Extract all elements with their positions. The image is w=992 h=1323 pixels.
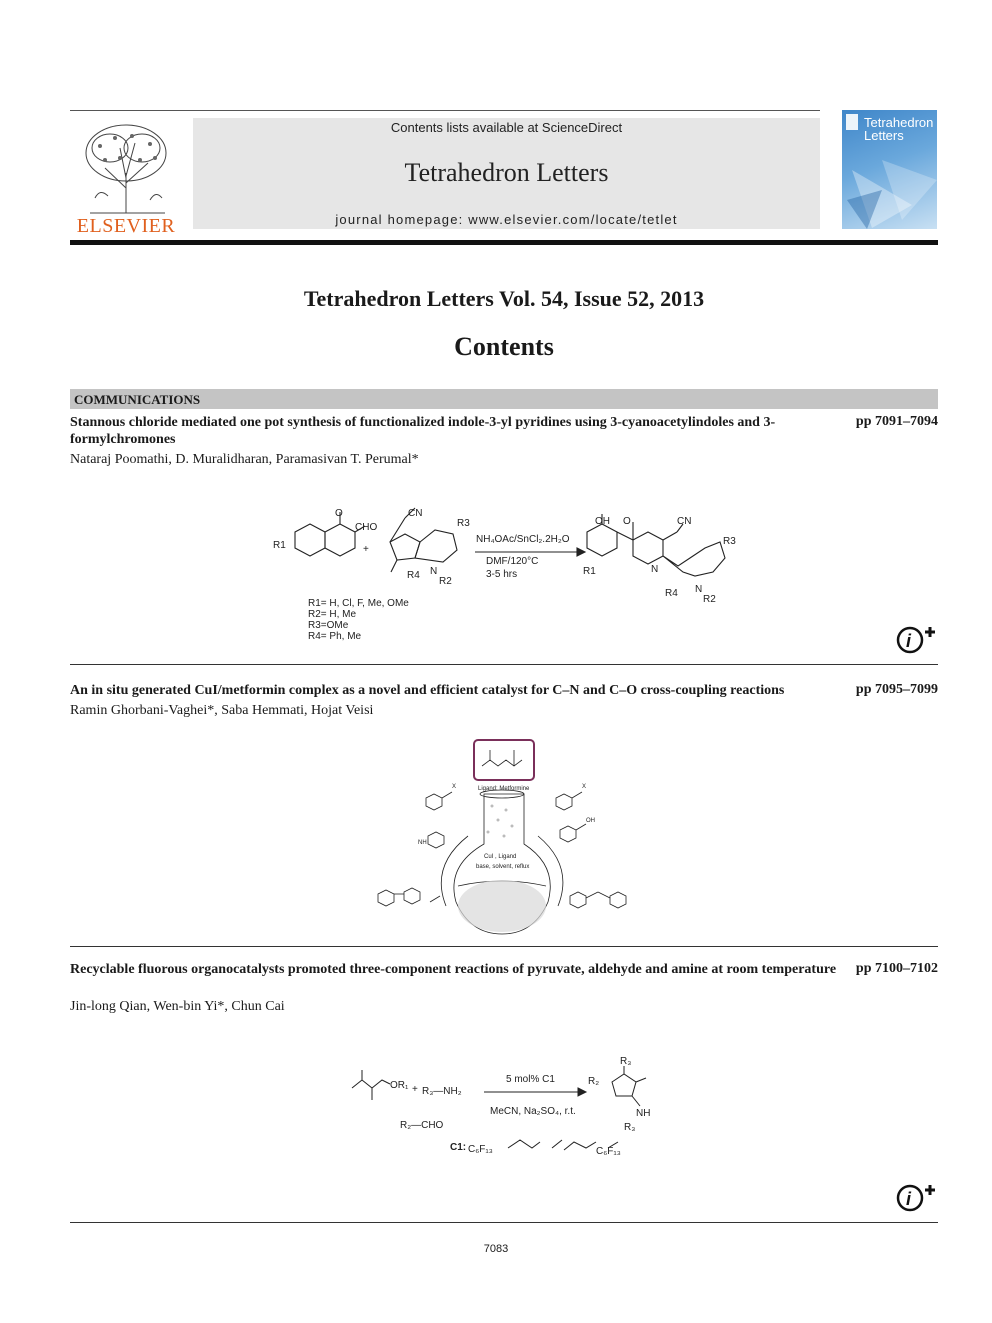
cho-label: CHO xyxy=(355,522,378,533)
substituent-3: R3=OMe xyxy=(308,620,349,631)
article-3-title[interactable]: Recyclable fluorous organocatalysts promoted three-component reactions of pyruvate, aldehyde and amine at room temperature xyxy=(70,962,837,977)
journal-banner xyxy=(193,118,820,229)
n-label-3: N xyxy=(695,584,703,595)
r4-label-2: R4 xyxy=(665,588,678,599)
c1-label: C1: xyxy=(450,1142,467,1153)
journal-cover-image xyxy=(842,110,937,229)
oh-label-2: OH xyxy=(586,818,595,824)
r2-label-2: R2 xyxy=(703,594,716,605)
section-header xyxy=(70,389,938,409)
article-divider-1 xyxy=(70,664,938,665)
contents-heading: Contents xyxy=(454,332,554,361)
product-r3b: R₃ xyxy=(624,1122,636,1133)
article-3-authors: Jin-long Qian, Wen-bin Yi*, Chun Cai xyxy=(70,999,285,1014)
r4-label-1: R4 xyxy=(407,570,420,581)
x-label-1: X xyxy=(452,784,457,790)
cn-label-1: CN xyxy=(408,508,423,519)
elsevier-logo[interactable] xyxy=(70,118,182,238)
cover-graphic xyxy=(842,110,937,229)
section-label: COMMUNICATIONS xyxy=(74,392,201,407)
sciencedirect-link[interactable]: Contents lists available at ScienceDirect xyxy=(390,120,623,135)
r1-label: R1 xyxy=(273,540,286,551)
c1-right-chain: C₆F₁₃ xyxy=(596,1146,621,1157)
header-thick-rule xyxy=(70,240,938,245)
journal-title: Tetrahedron Letters xyxy=(404,158,609,187)
nh-label: NH xyxy=(418,840,427,846)
svg-text:i: i xyxy=(906,631,912,651)
article-2-pages[interactable]: pp 7095–7099 xyxy=(855,682,938,697)
issue-title: Tetrahedron Letters Vol. 54, Issue 52, 2013 xyxy=(303,286,705,311)
elsevier-tree-icon xyxy=(70,118,182,218)
elsevier-wordmark: ELSEVIER xyxy=(76,215,176,237)
cover-title-line2: Letters xyxy=(864,128,904,143)
n-label-1: N xyxy=(430,566,438,577)
article-divider-3 xyxy=(70,1222,938,1223)
journal-homepage-link[interactable]: journal homepage: www.elsevier.com/locate/tetlet xyxy=(335,212,678,227)
reagents-top: NH₄OAc/SnCl₂.2H₂O xyxy=(476,534,570,545)
catalyst-bottom: MeCN, Na₂SO₄, r.t. xyxy=(490,1106,576,1117)
o-label-2: O xyxy=(623,516,631,527)
oh-label: OH xyxy=(595,516,610,527)
article-2-title[interactable]: An in situ generated CuI/metformin complex as a novel and efficient catalyst for C–N and C–O cross-coupling reactions xyxy=(70,683,785,698)
aldehyde-label: R₂—CHO xyxy=(400,1120,444,1131)
x-label-2: X xyxy=(582,784,587,790)
page-number: 7083 xyxy=(483,1243,509,1255)
n-label-2: N xyxy=(651,564,659,575)
header-top-rule xyxy=(70,110,820,111)
article-divider-2 xyxy=(70,946,938,947)
info-icon-2[interactable] xyxy=(896,1184,936,1212)
r3-label-2: R3 xyxy=(723,536,736,547)
product-r2: R₂ xyxy=(588,1076,600,1087)
substituent-1: R1= H, Cl, F, Me, OMe xyxy=(308,598,409,609)
reagents-mid: DMF/120°C xyxy=(486,556,539,567)
ester-label: OR₁ xyxy=(390,1080,409,1091)
r2-label-1: R2 xyxy=(439,576,452,587)
product-nh: NH xyxy=(636,1108,651,1119)
cn-label-2: CN xyxy=(677,516,692,527)
substituent-4: R4= Ph, Me xyxy=(308,631,362,642)
svg-text:i: i xyxy=(906,1189,912,1209)
product-r3: R₃ xyxy=(620,1056,632,1067)
o-label: O xyxy=(335,508,343,519)
article-3-pages[interactable]: pp 7100–7102 xyxy=(855,961,938,976)
amine-label: R₃—NH₂ xyxy=(422,1086,462,1097)
article-3-graphical-abstract[interactable] xyxy=(340,1052,670,1172)
article-1-pages[interactable]: pp 7091–7094 xyxy=(855,414,938,429)
article-1-title[interactable]: Stannous chloride mediated one pot synthesis of functionalized indole-3-yl pyridines using 3-cyanoacetylindoles and 3-formylchromones xyxy=(70,415,776,447)
ligand-label: Ligand: Metformine xyxy=(478,786,530,792)
plus-sign-2: + xyxy=(412,1084,418,1095)
c1-left-chain: C₆F₁₃ xyxy=(468,1144,493,1155)
plus-sign-1: + xyxy=(363,544,369,555)
info-icon-1[interactable] xyxy=(896,626,936,654)
article-1-graphical-abstract[interactable] xyxy=(265,500,745,650)
r1-label-2: R1 xyxy=(583,566,596,577)
r3-label-1: R3 xyxy=(457,518,470,529)
catalyst-top: 5 mol% C1 xyxy=(506,1074,555,1085)
article-1-authors: Nataraj Poomathi, D. Muralidharan, Paramasivan T. Perumal* xyxy=(70,452,419,467)
flask-line-1: CuI , Ligand xyxy=(484,854,517,860)
substituent-2: R2= H, Me xyxy=(308,609,357,620)
flask-line-2: base, solvent, reflux xyxy=(476,864,530,870)
flask-solution xyxy=(458,880,546,932)
article-2-graphical-abstract[interactable] xyxy=(360,736,650,936)
reagents-bot: 3-5 hrs xyxy=(486,569,518,580)
article-2-authors: Ramin Ghorbani-Vaghei*, Saba Hemmati, Hojat Veisi xyxy=(70,703,374,718)
cover-title-line1: Tetrahedron xyxy=(864,115,934,130)
